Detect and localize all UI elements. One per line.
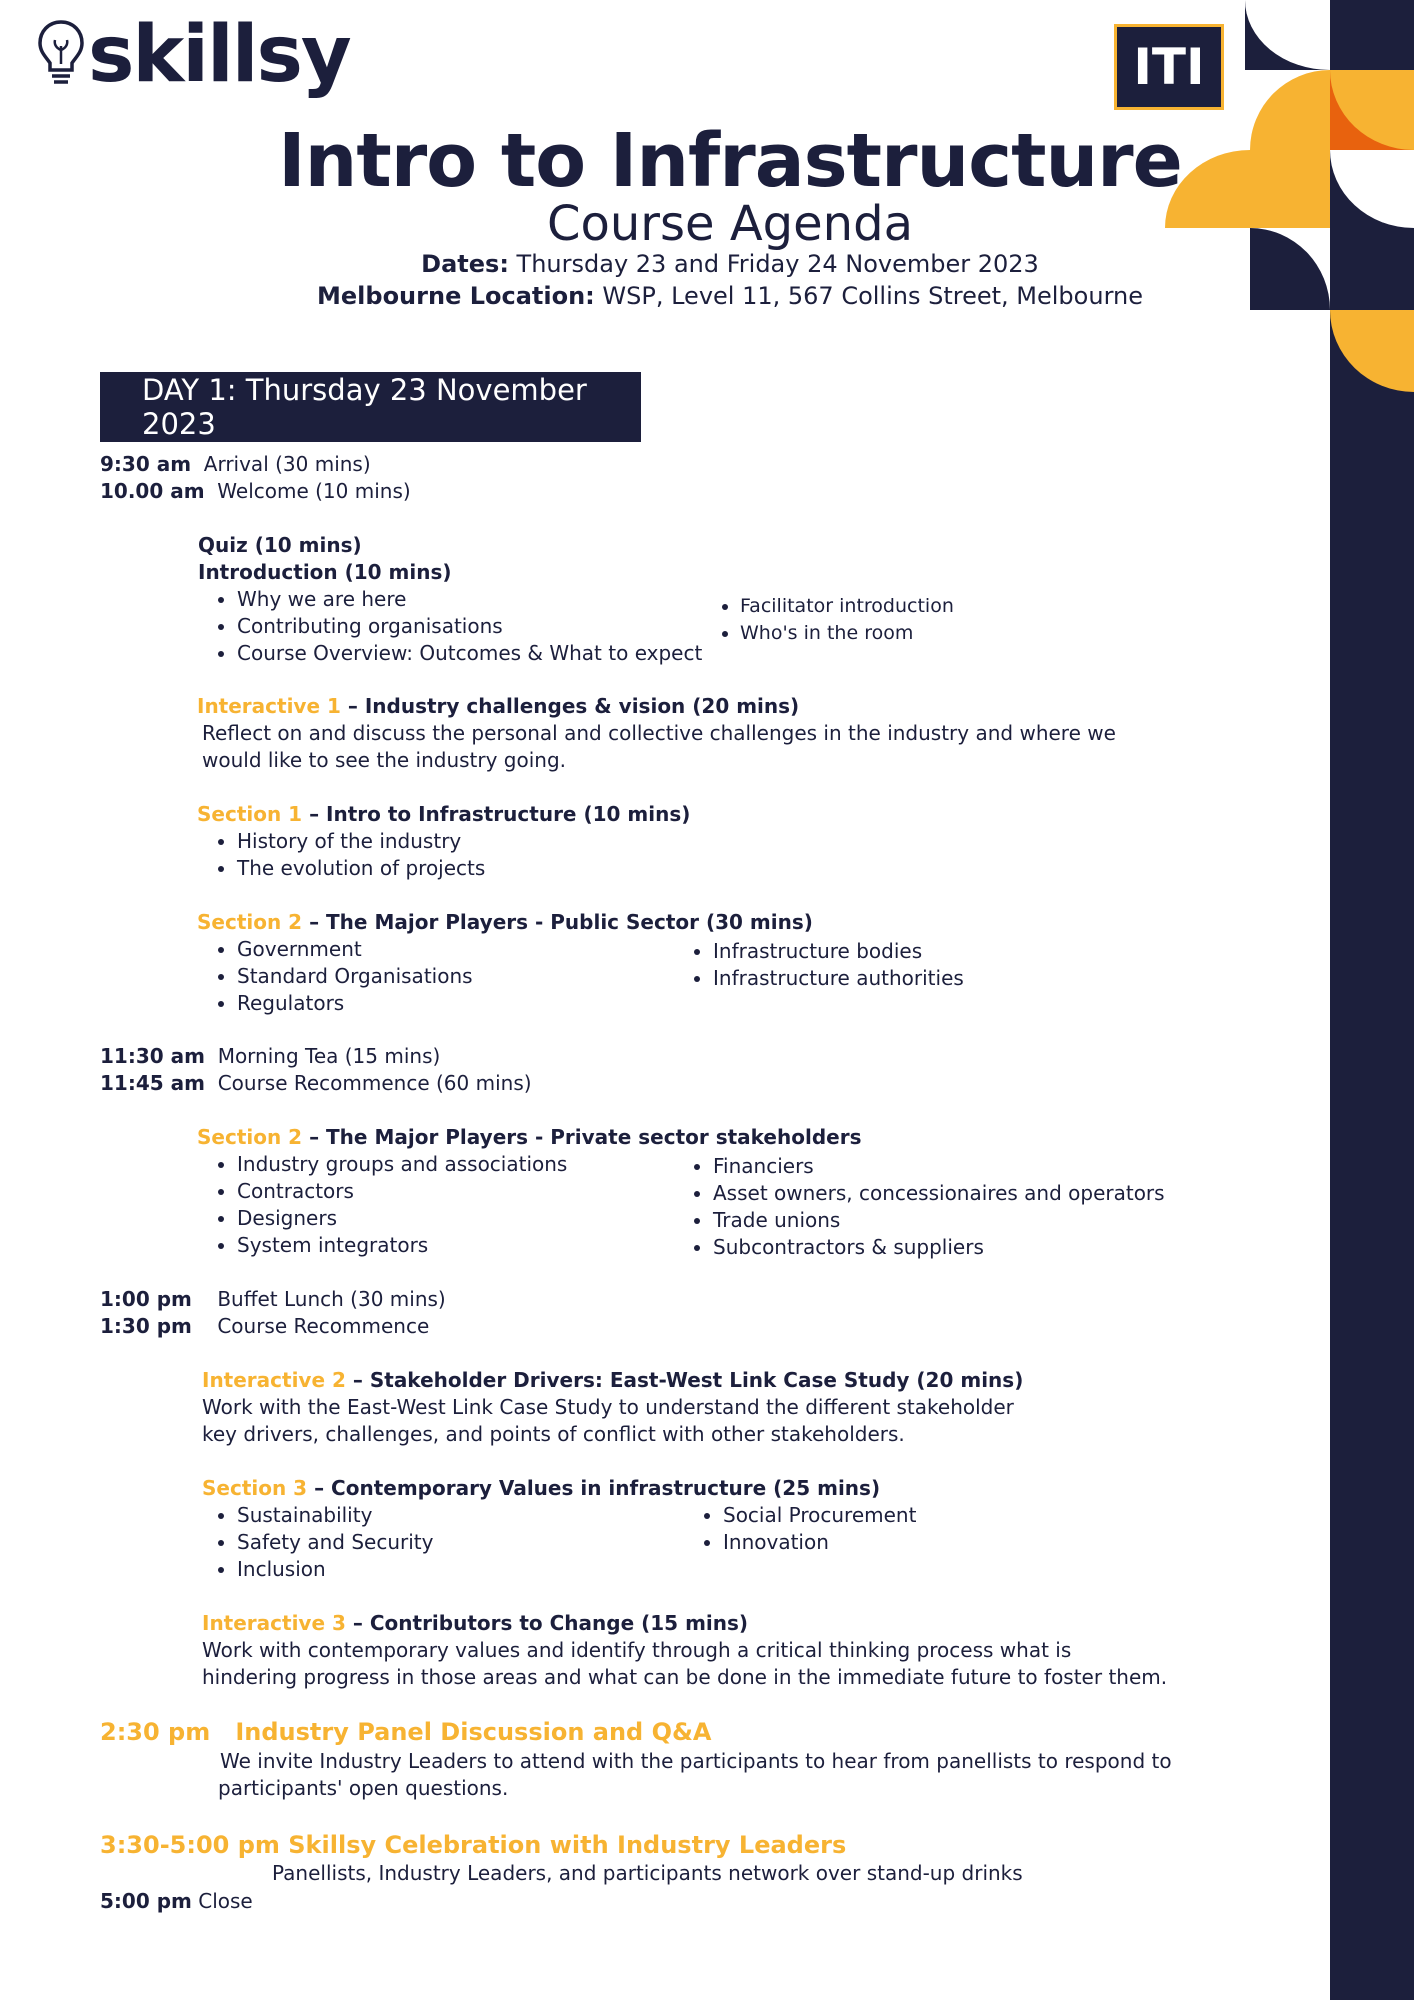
item-text: Welcome (10 mins) xyxy=(217,479,411,503)
list-item: • The evolution of projects xyxy=(237,855,485,882)
list-item: • Trade unions xyxy=(713,1207,1165,1234)
time: 1:30 pm xyxy=(100,1314,192,1338)
section-2-private-list-right xyxy=(673,1153,1165,1261)
time: 3:30-5:00 pm xyxy=(100,1831,280,1859)
list-item: • Industry groups and associations xyxy=(237,1151,567,1178)
interactive-3-text-line-1: Work with contemporary values and identify through a critical thinking process what is xyxy=(202,1638,1072,1662)
list-item: • Infrastructure bodies xyxy=(713,938,964,965)
list-item: • Safety and Security xyxy=(237,1529,433,1556)
section-2-public-list-left xyxy=(197,936,473,1017)
title: – The Major Players - Public Sector (30 mins) xyxy=(302,910,813,934)
dates-label: Dates: xyxy=(421,250,509,278)
list-item: • Government xyxy=(237,936,473,963)
list-item: • Innovation xyxy=(723,1529,916,1556)
label: Section 2 xyxy=(197,1125,303,1149)
item-text: Close xyxy=(191,1889,253,1913)
section-3-heading xyxy=(202,1475,880,1502)
location-label: Melbourne Location: xyxy=(317,282,595,310)
label: Section 3 xyxy=(202,1476,308,1500)
title: – Industry challenges & vision (20 mins) xyxy=(340,694,800,718)
list-item: • Contributing organisations xyxy=(237,613,702,640)
label: Interactive 1 xyxy=(197,694,341,718)
interactive-1-heading xyxy=(197,693,799,720)
interactive-2-heading xyxy=(202,1367,1023,1394)
time: 10.00 am xyxy=(100,479,205,503)
dates-value: Thursday 23 and Friday 24 November 2023 xyxy=(508,250,1039,278)
list-item: • System integrators xyxy=(237,1232,567,1259)
location-line xyxy=(0,282,1414,310)
panel-text-line-2: participants' open questions. xyxy=(218,1776,509,1800)
list-item: • Designers xyxy=(237,1205,567,1232)
section-1-heading xyxy=(197,801,690,828)
list-item: • Inclusion xyxy=(237,1556,433,1583)
celebration-text: Panellists, Industry Leaders, and participants network over stand-up drinks xyxy=(272,1861,1023,1885)
list-item: • Regulators xyxy=(237,990,473,1017)
item-text: Course Recommence xyxy=(217,1314,430,1338)
section-3-list-right xyxy=(683,1502,916,1556)
intro-list-right xyxy=(700,593,954,647)
section-2-private-list-left xyxy=(197,1151,567,1259)
page-subtitle: Course Agenda xyxy=(547,196,913,252)
agenda-item-recommence-2 xyxy=(100,1313,429,1340)
section-2-private-heading xyxy=(197,1124,861,1151)
interactive-2-text-line-1: Work with the East-West Link Case Study to understand the different stakeholder xyxy=(202,1395,1014,1419)
list-item: • Standard Organisations xyxy=(237,963,473,990)
list-item: • Financiers xyxy=(713,1153,1165,1180)
title: – Contributors to Change (15 mins) xyxy=(345,1611,749,1635)
section-1-list xyxy=(197,828,485,882)
title: Industry Panel Discussion and Q&A xyxy=(235,1718,712,1746)
time: 1:00 pm xyxy=(100,1287,192,1311)
logo-text: skillsy xyxy=(88,10,350,100)
interactive-1-text: Reflect on and discuss the personal and collective challenges in the industry and where we would like to see the industry going. xyxy=(202,721,1116,772)
agenda-item-recommence-1 xyxy=(100,1070,532,1097)
day-banner: DAY 1: Thursday 23 November 2023 xyxy=(100,372,641,442)
time: 5:00 pm xyxy=(100,1889,192,1913)
title: Skillsy Celebration with Industry Leaders xyxy=(288,1831,847,1859)
time: 9:30 am xyxy=(100,452,192,476)
list-item: • Who's in the room xyxy=(740,620,954,647)
agenda-item-morning-tea xyxy=(100,1043,440,1070)
list-item: • Asset owners, concessionaires and operators xyxy=(713,1180,1165,1207)
panel-text-line-1: We invite Industry Leaders to attend with the participants to hear from panellists to respond to xyxy=(220,1749,1172,1773)
label: Interactive 3 xyxy=(202,1611,346,1635)
interactive-2-text-line-2: key drivers, challenges, and points of conflict with other stakeholders. xyxy=(202,1422,905,1446)
section-3-list-left xyxy=(197,1502,433,1583)
interactive-3-heading xyxy=(202,1610,748,1637)
agenda-item-close xyxy=(100,1888,253,1915)
list-item: • Social Procurement xyxy=(723,1502,916,1529)
label: Section 1 xyxy=(197,802,303,826)
panel-heading xyxy=(100,1718,711,1746)
label: Interactive 2 xyxy=(202,1368,346,1392)
agenda-item-lunch xyxy=(100,1286,446,1313)
item-text: Buffet Lunch (30 mins) xyxy=(217,1287,446,1311)
lightbulb-icon xyxy=(36,18,86,88)
list-item: • Contractors xyxy=(237,1178,567,1205)
section-2-public-heading xyxy=(197,909,813,936)
quiz-heading: Quiz (10 mins) xyxy=(198,533,362,557)
label: Section 2 xyxy=(197,910,303,934)
title: – The Major Players - Private sector stakeholders xyxy=(302,1125,862,1149)
intro-list-left xyxy=(197,586,702,667)
item-text: Arrival (30 mins) xyxy=(203,452,371,476)
page-title: Intro to Infrastructure xyxy=(278,118,1182,204)
list-item: • Infrastructure authorities xyxy=(713,965,964,992)
title: – Intro to Infrastructure (10 mins) xyxy=(302,802,691,826)
item-text: Course Recommence (60 mins) xyxy=(217,1071,532,1095)
iti-badge: ITI xyxy=(1114,24,1224,110)
interactive-3-text-line-2: hindering progress in those areas and what can be done in the immediate future to foster them. xyxy=(202,1665,1168,1689)
dates-line xyxy=(0,250,1414,278)
title: – Contemporary Values in infrastructure (25 mins) xyxy=(307,1476,881,1500)
location-value: WSP, Level 11, 567 Collins Street, Melbourne xyxy=(594,282,1143,310)
intro-heading: Introduction (10 mins) xyxy=(198,560,452,584)
time: 11:30 am xyxy=(100,1044,205,1068)
agenda-item-welcome xyxy=(100,478,411,505)
list-item: • Subcontractors & suppliers xyxy=(713,1234,1165,1261)
item-text: Morning Tea (15 mins) xyxy=(217,1044,441,1068)
section-2-public-list-right xyxy=(673,938,964,992)
list-item: • Sustainability xyxy=(237,1502,433,1529)
title: – Stakeholder Drivers: East-West Link Case Study (20 mins) xyxy=(345,1368,1024,1392)
list-item: • Course Overview: Outcomes & What to expect xyxy=(237,640,702,667)
list-item: • Facilitator introduction xyxy=(740,593,954,620)
agenda-item-arrival xyxy=(100,451,371,478)
celebration-heading xyxy=(100,1831,846,1859)
time: 11:45 am xyxy=(100,1071,205,1095)
list-item: • History of the industry xyxy=(237,828,485,855)
time: 2:30 pm xyxy=(100,1718,211,1746)
list-item: • Why we are here xyxy=(237,586,702,613)
